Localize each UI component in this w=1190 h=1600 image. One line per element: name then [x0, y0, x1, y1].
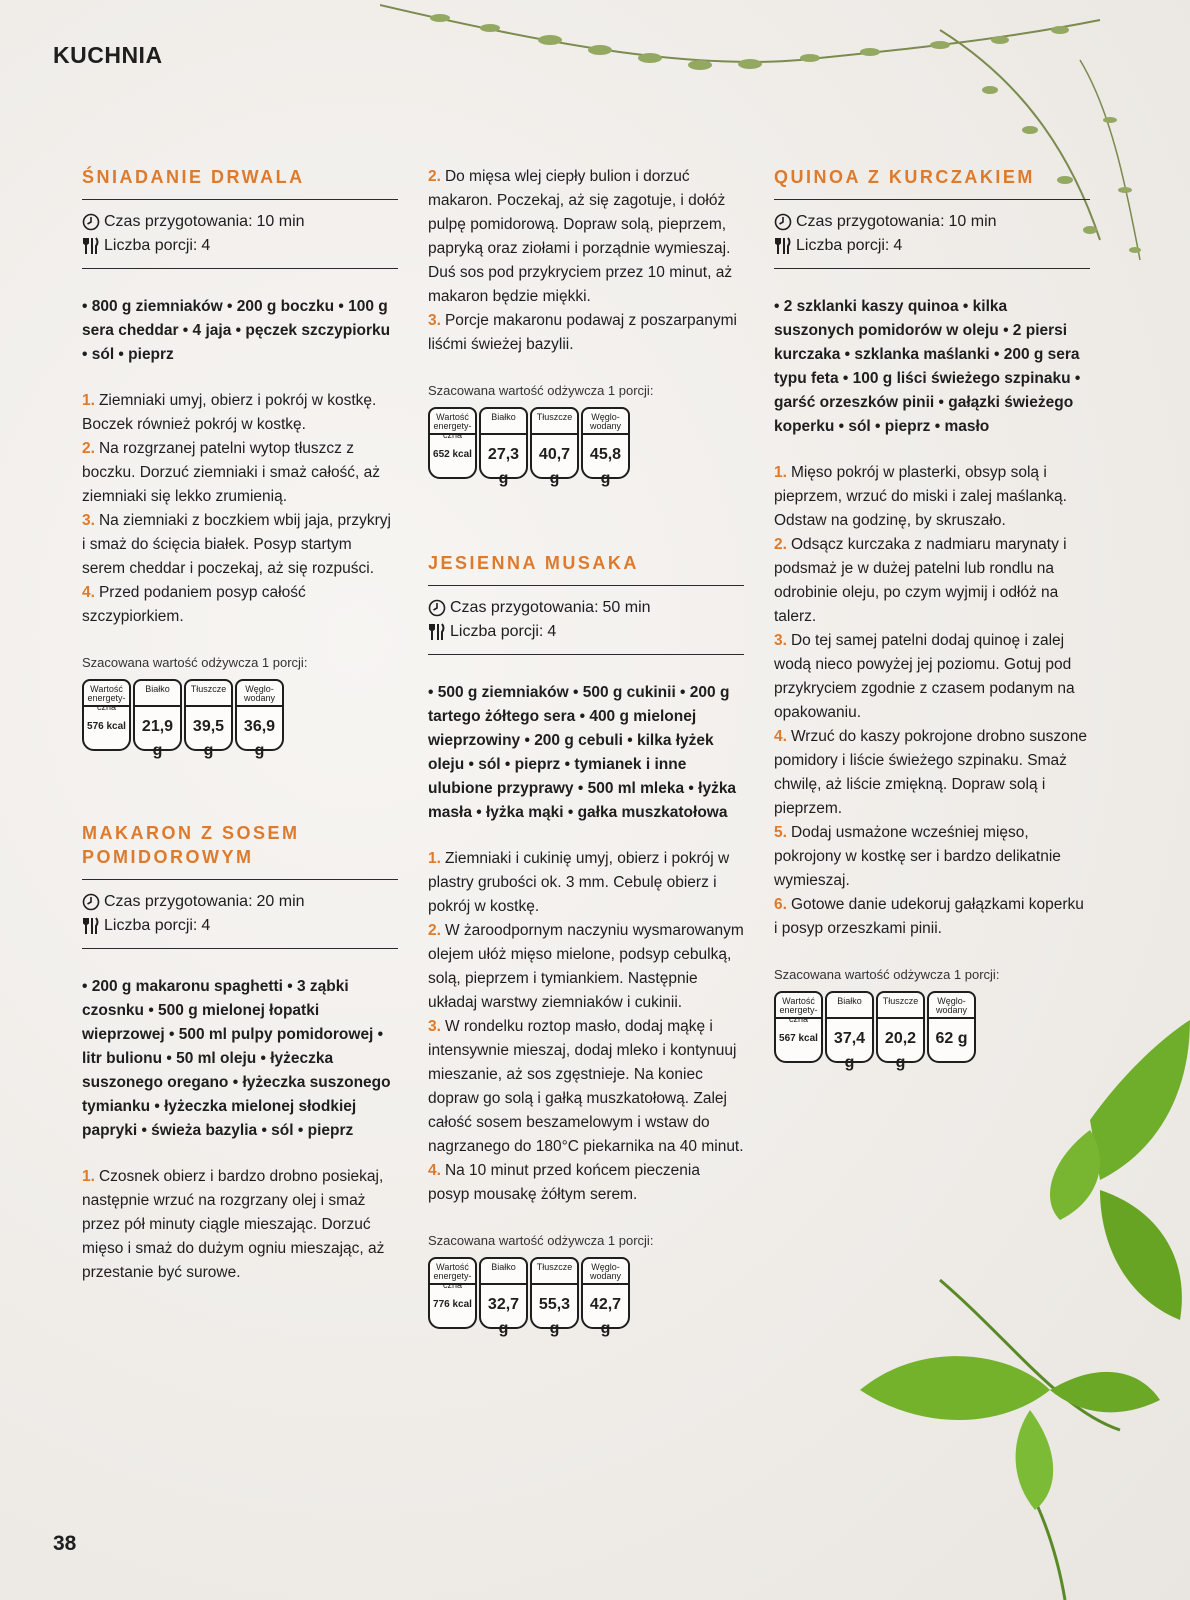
steps: [428, 847, 744, 1207]
step: 2. Na rozgrzanej patelni wytop tłuszcz z boczku. Dorzuć ziemniaki i smaż całość, aż ziemniaki się lekko zrumienią.: [82, 440, 381, 505]
column-right: [774, 165, 1090, 1071]
prep-time-row: [774, 210, 1090, 234]
nutrition-caption: Szacowana wartość odżywcza 1 porcji:: [774, 967, 1000, 982]
step: 2. Do mięsa wlej ciepły bulion i dorzuć makaron. Poczekaj, aż się zagotuje, i dołóż pulpę pomidorową. Dopraw solą, pieprzem, papryką oraz ziołami i porządnie wymieszaj. Duś sos pod przykryciem przez 10 minut, aż makaron będzie miękki.: [428, 168, 733, 305]
prep-time-row: [428, 596, 744, 620]
recipe-jesienna-musaka: [428, 551, 744, 1337]
prep-time-label: Czas przygotowania:: [104, 893, 253, 910]
portions-value: 4: [893, 237, 903, 254]
portions-row: [428, 620, 744, 644]
step: 2. W żaroodpornym naczyniu wysmarowanym olejem ułóż mięso mielone, podsyp cebulką, solą, pieprzem i tymiankiem. Następnie układaj warstwy ziemniaków i cukinii.: [428, 922, 744, 1011]
column-middle: [428, 165, 744, 1337]
step: 5. Dodaj usmażone wcześniej mięso, pokrojony w kostkę ser i bardzo delikatnie wymieszaj.: [774, 824, 1061, 889]
nutrition-carbs: Węglo- wodany 62 g: [927, 991, 976, 1063]
portions-value: 4: [201, 917, 211, 934]
portions-row: [82, 914, 398, 938]
clock-icon: [774, 213, 792, 231]
nutrition-fat: Tłuszcze 39,5 g: [184, 679, 233, 751]
cutlery-icon: [82, 237, 100, 255]
divider: [82, 879, 398, 880]
nutrition-caption: Szacowana wartość odżywcza 1 porcji:: [82, 655, 308, 670]
nutrition-table: [82, 679, 398, 759]
page-number: 38: [53, 1532, 77, 1555]
step: 2. Odsącz kurczaka z nadmiaru marynaty i podsmaż je w dużej patelni lub rondlu na odrobinie oleju, po czym wyjmij i odłóż na talerz.: [774, 536, 1067, 625]
portions-value: 4: [547, 623, 557, 640]
nutrition-carbs: Węglo- wodany 45,8 g: [581, 407, 630, 479]
step: 1. Czosnek obierz i bardzo drobno posiekaj, następnie wrzuć na rozgrzany olej i smaż przez pół minuty ciągle mieszając. Dorzuć mięso i smaż do dużym ogniu mieszając, aż przestanie być surowe.: [82, 1168, 385, 1281]
nutrition-energy: Wartość energety- czna 652 kcal: [428, 407, 477, 479]
nutrition-table: [428, 1257, 744, 1337]
recipe-quinoa: [774, 165, 1090, 1071]
step: 1. Ziemniaki umyj, obierz i pokrój w kostkę. Boczek również pokrój w kostkę.: [82, 392, 377, 433]
step: 4. Wrzuć do kaszy pokrojone drobno suszone pomidory i liście świeżego szpinaku. Smaż chwilę, aż liście zmiękną. Dopraw solą i pieprzem.: [774, 728, 1088, 817]
prep-time-label: Czas przygotowania:: [450, 599, 599, 616]
nutrition-fat: Tłuszcze 20,2 g: [876, 991, 925, 1063]
step: 4. Przed podaniem posyp całość szczypiorkiem.: [82, 584, 306, 625]
portions-label: Liczba porcji:: [104, 237, 198, 254]
prep-time-label: Czas przygotowania:: [104, 213, 253, 230]
portions-label: Liczba porcji:: [104, 917, 198, 934]
nutrition-fat: Tłuszcze 55,3 g: [530, 1257, 579, 1329]
nutrition-caption: Szacowana wartość odżywcza 1 porcji:: [428, 383, 654, 398]
step: 1. Mięso pokrój w plasterki, obsyp solą i pieprzem, wrzuć do miski i zalej maślanką. Odstaw na godzinę, by skruszało.: [774, 464, 1067, 529]
steps-continued: [428, 165, 744, 357]
recipe-title: MAKARON Z SOSEM POMIDOROWYM: [82, 823, 300, 867]
nutrition-carbs: Węglo- wodany 36,9 g: [235, 679, 284, 751]
nutrition-protein: Białko 27,3 g: [479, 407, 528, 479]
nutrition-caption: Szacowana wartość odżywcza 1 porcji:: [428, 1233, 654, 1248]
recipe-title: ŚNIADANIE DRWALA: [82, 167, 305, 187]
nutrition-energy: Wartość energety- czna 567 kcal: [774, 991, 823, 1063]
portions-row: [774, 234, 1090, 258]
recipe-title: QUINOA Z KURCZAKIEM: [774, 167, 1035, 187]
divider: [774, 199, 1090, 200]
step: 3. Do tej samej patelni dodaj quinoę i zalej wodą nieco powyżej jej poziomu. Gotuj pod przykryciem zgodnie z czasem podanym na opakowaniu.: [774, 632, 1075, 721]
nutrition-protein: Białko 21,9 g: [133, 679, 182, 751]
prep-time-value: 10 min: [256, 213, 305, 230]
nutrition-protein: Białko 37,4 g: [825, 991, 874, 1063]
nutrition-carbs: Węglo- wodany 42,7 g: [581, 1257, 630, 1329]
clock-icon: [428, 599, 446, 617]
step: 6. Gotowe danie udekoruj gałązkami koperku i posyp orzeszkami pinii.: [774, 896, 1084, 937]
prep-time-value: 50 min: [602, 599, 651, 616]
step: 3. Na ziemniaki z boczkiem wbij jaja, przykryj i smaż do ścięcia białek. Posyp startym serem cheddar i poczekaj, aż się rozpuści.: [82, 512, 391, 577]
recipe-title: JESIENNA MUSAKA: [428, 553, 639, 573]
steps: [774, 461, 1090, 941]
divider: [428, 654, 744, 655]
nutrition-table: [774, 991, 1090, 1071]
prep-time-label: Czas przygotowania:: [796, 213, 945, 230]
portions-label: Liczba porcji:: [450, 623, 544, 640]
cutlery-icon: [774, 237, 792, 255]
steps: [82, 1165, 398, 1285]
recipe-makaron: [82, 821, 398, 1285]
prep-time-value: 10 min: [948, 213, 997, 230]
nutrition-energy: Wartość energety- czna 576 kcal: [82, 679, 131, 751]
column-left: [82, 165, 398, 1285]
clock-icon: [82, 213, 100, 231]
portions-value: 4: [201, 237, 211, 254]
cutlery-icon: [82, 917, 100, 935]
ingredients: • 500 g ziemniaków • 500 g cukinii • 200 g tartego żółtego sera • 400 g mielonej wieprzowiny • 200 g cebuli • kilka łyżek oleju • sól • pieprz • tymianek i inne ulubione przyprawy • 500 ml mleka • łyżka masła • łyżka mąki • gałka muszkatołowa: [428, 684, 737, 821]
divider: [428, 585, 744, 586]
prep-time-row: [82, 890, 398, 914]
divider: [82, 199, 398, 200]
step: 3. W rondelku roztop masło, dodaj mąkę i intensywnie mieszaj, dodaj mleko i kontynuuj mieszanie, aż sos zgęstnieje. Na koniec dopraw go solą i gałką muszkatołową. Zalej całość sosem beszamelowym i wstaw do nagrzanego do 180°C piekarnika na 40 minut.: [428, 1018, 744, 1155]
step: 4. Na 10 minut przed końcem pieczenia posyp mousakę żółtym serem.: [428, 1162, 700, 1203]
divider: [82, 948, 398, 949]
divider: [82, 268, 398, 269]
ingredients: • 2 szklanki kaszy quinoa • kilka suszonych pomidorów w oleju • 2 piersi kurczaka • szklanka maślanki • 200 g sera typu feta • 100 g liści świeżego szpinaku • garść orzeszków pinii • gałązki świeżego koperku • sól • pieprz • masło: [774, 298, 1081, 435]
steps: [82, 389, 398, 629]
section-label: KUCHNIA: [53, 42, 163, 68]
step: 3. Porcje makaronu podawaj z poszarpanymi liśćmi świeżej bazylii.: [428, 312, 738, 353]
portions-row: [82, 234, 398, 258]
prep-time-value: 20 min: [256, 893, 305, 910]
nutrition-table: [428, 407, 744, 487]
basil-leaves-decoration: [860, 1010, 1190, 1600]
nutrition-energy: Wartość energety- czna 776 kcal: [428, 1257, 477, 1329]
recipe-sniadanie-drwala: [82, 165, 398, 759]
cutlery-icon: [428, 623, 446, 641]
prep-time-row: [82, 210, 398, 234]
nutrition-protein: Białko 32,7 g: [479, 1257, 528, 1329]
ingredients: • 200 g makaronu spaghetti • 3 ząbki czosnku • 500 g mielonej łopatki wieprzowej • 500 ml pulpy pomidorowej • litr bulionu • 50 ml oleju • łyżeczka suszonego oregano • łyżeczka suszonego tymianku • łyżeczka mielonej słodkiej papryki • świeża bazylia • sól • pieprz: [82, 978, 391, 1139]
clock-icon: [82, 893, 100, 911]
ingredients: • 800 g ziemniaków • 200 g boczku • 100 g sera cheddar • 4 jaja • pęczek szczypiorku • sól • pieprz: [82, 298, 391, 363]
portions-label: Liczba porcji:: [796, 237, 890, 254]
nutrition-fat: Tłuszcze 40,7 g: [530, 407, 579, 479]
step: 1. Ziemniaki i cukinię umyj, obierz i pokrój w plastry grubości ok. 3 mm. Cebulę obierz i pokrój w kostkę.: [428, 850, 730, 915]
divider: [774, 268, 1090, 269]
